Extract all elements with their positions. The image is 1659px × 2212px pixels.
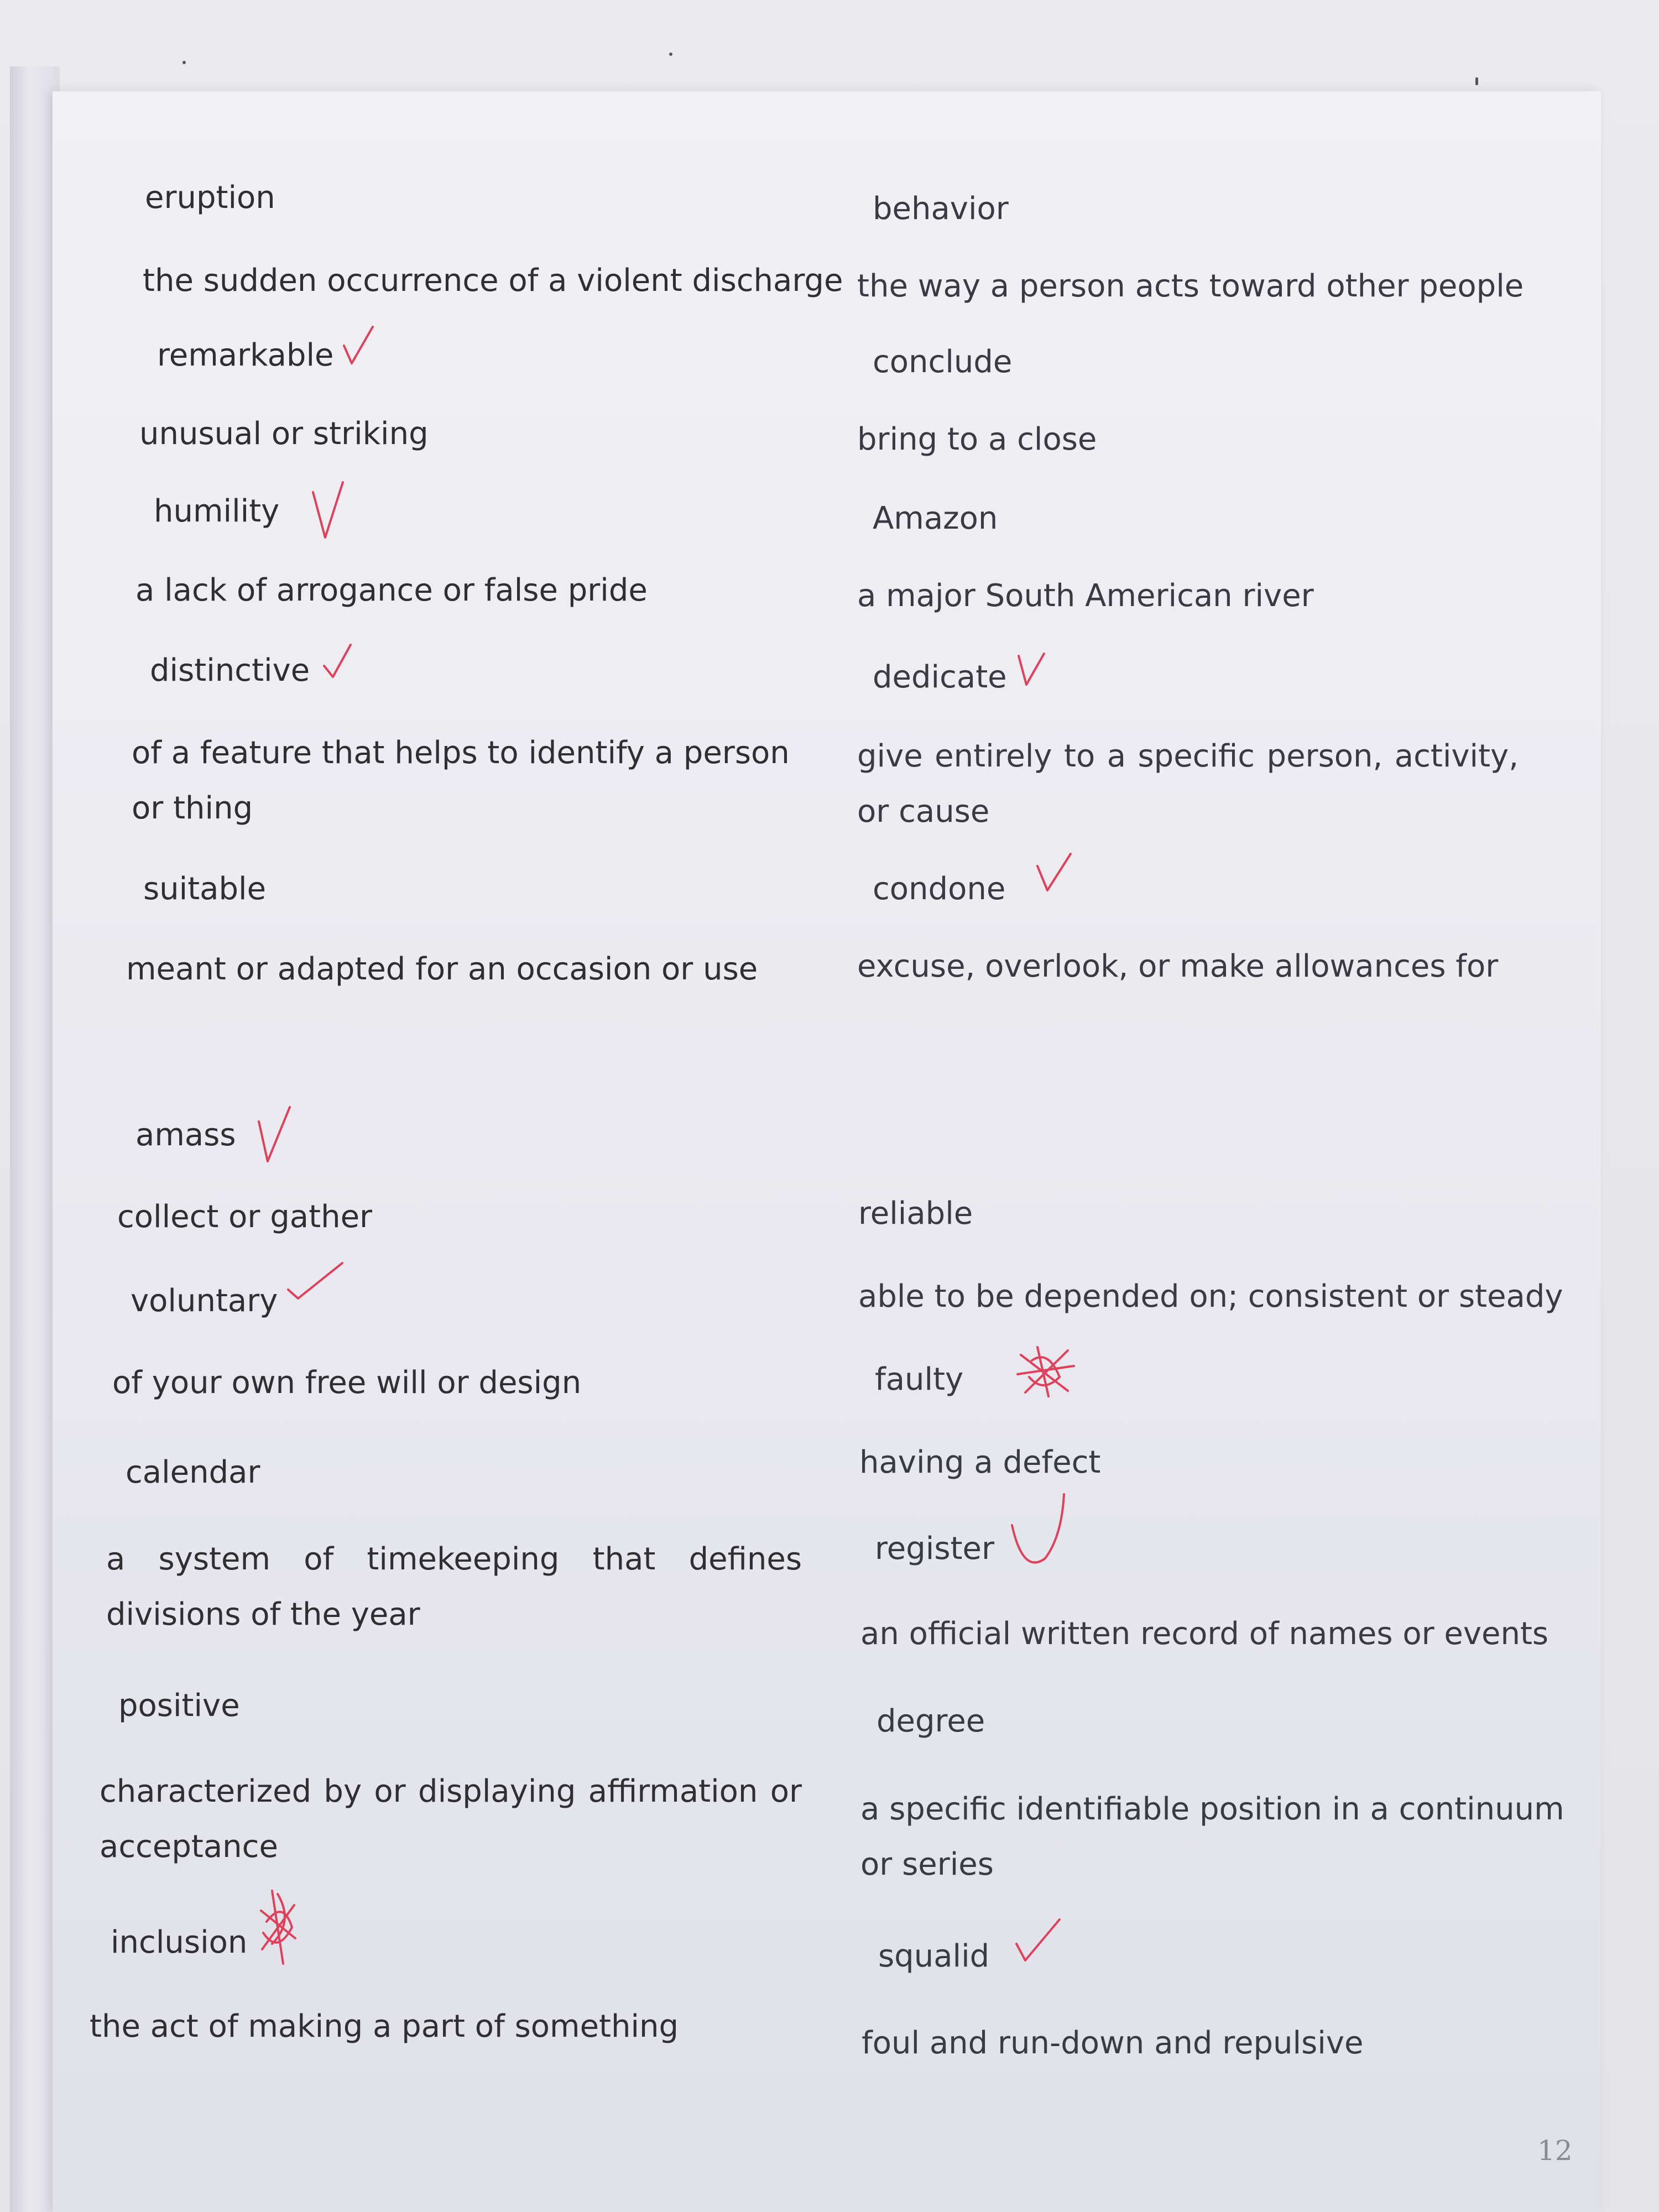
checkmark-icon	[1035, 852, 1074, 896]
vocab-definition: collect or gather	[117, 1199, 373, 1235]
speck	[182, 61, 186, 64]
vocab-word: condone	[873, 871, 1006, 907]
vocab-definition: a lack of arrogance or false pride	[135, 572, 648, 608]
checkmark-icon	[310, 480, 348, 541]
page-number: 12	[1537, 2135, 1573, 2167]
checkmark-icon	[322, 641, 355, 680]
checkmark-icon	[1013, 1916, 1063, 1966]
vocab-word: positive	[118, 1688, 240, 1724]
vocab-definition: of a feature that helps to identify a person or thing	[132, 735, 790, 826]
vocab-word: calendar	[126, 1454, 260, 1490]
vocab-definition: a specific identifiable position in a continuum or series	[860, 1791, 1564, 1882]
speck	[669, 53, 672, 56]
vocab-word: behavior	[873, 191, 1009, 227]
scribble-cross-icon	[255, 1888, 300, 1966]
vocab-definition: unusual or striking	[139, 416, 429, 452]
checkmark-icon	[1016, 651, 1050, 690]
checkmark-icon	[1006, 1492, 1067, 1569]
vocab-definition: characterized by or displaying affirmation or acceptance	[100, 1773, 802, 1865]
vocab-word: faulty	[875, 1361, 964, 1397]
vocab-definition: a system of timekeeping that defines divisions of the year	[106, 1541, 802, 1632]
speck	[1475, 77, 1478, 85]
vocab-definition: of your own free will or design	[112, 1365, 582, 1401]
checkmark-icon	[342, 324, 375, 368]
vocab-word: dedicate	[873, 659, 1007, 695]
vocab-word: humility	[154, 493, 280, 529]
vocab-definition: having a defect	[859, 1444, 1101, 1480]
vocab-definition: an official written record of names or events	[860, 1616, 1549, 1652]
vocab-word: degree	[877, 1703, 985, 1739]
vocab-word: suitable	[143, 871, 267, 907]
vocab-word: Amazon	[873, 500, 998, 536]
vocab-word: voluntary	[131, 1283, 278, 1319]
vocab-definition: bring to a close	[857, 421, 1097, 457]
vocab-definition: meant or adapted for an occasion or use	[126, 951, 758, 987]
vocab-word: distinctive	[150, 653, 310, 688]
vocab-word: squalid	[878, 1938, 990, 1974]
vocab-definition: able to be depended on; consistent or steady	[858, 1279, 1563, 1314]
vocab-word: eruption	[145, 180, 275, 216]
vocab-word: inclusion	[111, 1924, 248, 1960]
vocab-definition: the way a person acts toward other people	[857, 268, 1524, 304]
scribble-cross-icon	[1015, 1344, 1076, 1399]
vocab-definition: foul and run-down and repulsive	[862, 2025, 1364, 2061]
vocab-definition: a major South American river	[857, 578, 1314, 614]
checkmark-icon	[285, 1260, 346, 1304]
vocab-definition: the act of making a part of something	[90, 2008, 679, 2044]
checkmark-icon	[255, 1105, 294, 1166]
vocab-word: amass	[135, 1117, 236, 1153]
vocab-definition: the sudden occurrence of a violent discharge	[143, 263, 843, 299]
vocab-definition: give entirely to a specific person, activity, or cause	[857, 738, 1519, 830]
vocab-word: conclude	[873, 344, 1013, 380]
vocab-definition: excuse, overlook, or make allowances for	[857, 948, 1499, 984]
vocab-word: register	[875, 1531, 994, 1567]
vocab-word: reliable	[858, 1196, 973, 1232]
vocab-word: remarkable	[157, 337, 334, 373]
